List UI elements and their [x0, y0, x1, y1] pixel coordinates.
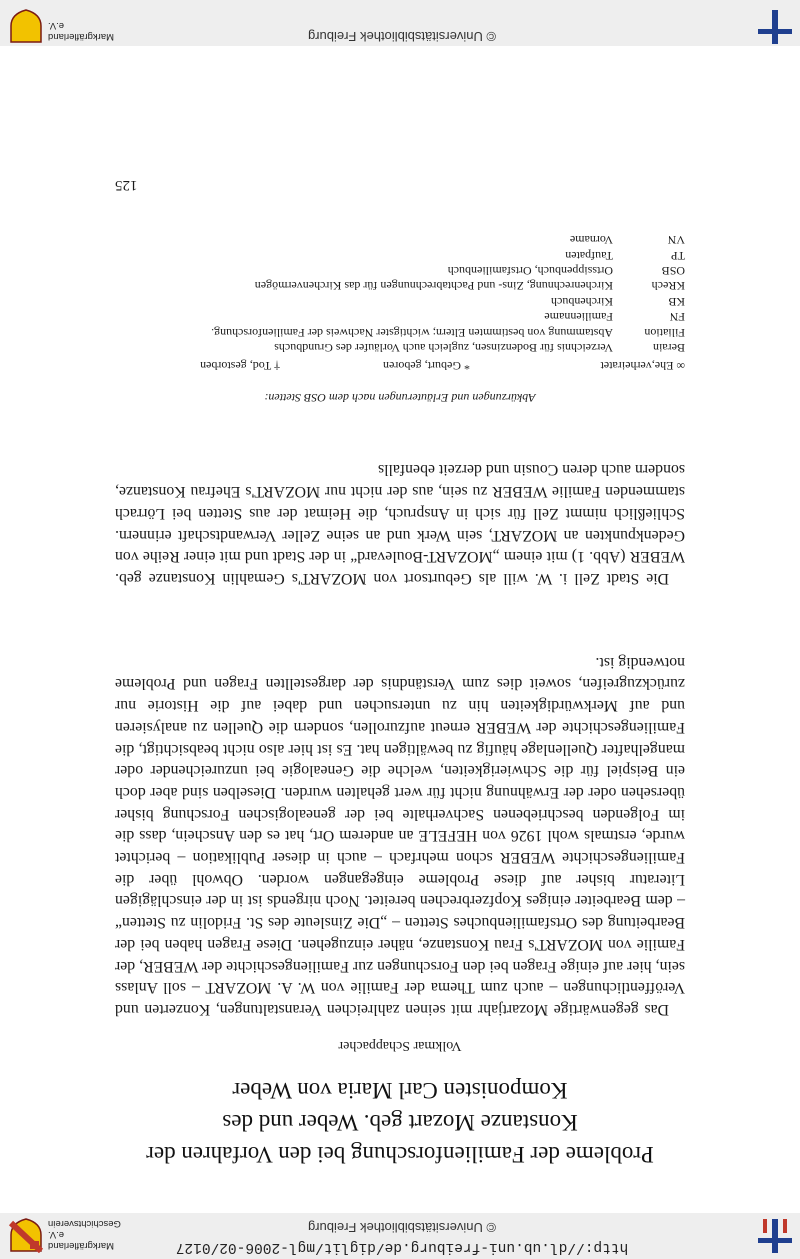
university-logo-icon	[758, 10, 792, 44]
abbreviation-value: Verzeichnis für Bodenzinsen, zugleich auch Vorläufer des Grundbuchs	[274, 341, 613, 355]
abbreviation-key: KB	[668, 294, 685, 309]
symbol-married: ∞ Ehe,verheiratet	[600, 359, 685, 373]
abbreviation-key: Berain	[653, 341, 685, 355]
author-name: Volkmar Schappacher	[338, 1038, 462, 1053]
abbreviation-value: Kirchenbuch	[551, 294, 613, 309]
abbreviation-key: OSB	[661, 264, 685, 279]
publisher-label: Markgräflerland e.V. Geschichtsverein	[48, 1218, 121, 1251]
page-number: 125	[115, 177, 138, 193]
title-line: Probleme der Familienforschung bei den Vorfahren der	[146, 1142, 654, 1167]
copyright-text: © Universitätsbibliothek Freiburg	[307, 29, 497, 44]
footer-band	[0, 0, 800, 46]
title-line: Komponisten Carl Maria von Weber	[232, 1078, 568, 1103]
symbol-born: * Geburt, geboren	[383, 359, 470, 373]
abbreviations-heading: Abkürzungen und Erläuterungen nach dem OSB Stetten:	[264, 391, 536, 405]
header-band	[0, 1213, 800, 1259]
abbreviation-key: KRech	[651, 279, 685, 294]
article-title	[115, 1074, 685, 1170]
document-url-link[interactable]: http://dl.ub.uni-freiburg.de/diglit/mgl-2006-02/0127	[175, 1239, 629, 1255]
abbreviation-value: Familienname	[544, 310, 613, 325]
abbreviation-key: TP	[670, 248, 685, 263]
symbol-died: † Tod, gestorben	[200, 359, 280, 373]
abbreviation-value: Vorname	[569, 233, 613, 248]
body-paragraph: Das gegenwärtige Mozartjahr mit seinen zahlreichen Veranstaltungen, Konzerten und Veröffentlichungen – auch zum Thema der Familie von W. A. MOZART – soll Anlass sein, hier auf einige Fragen bei den Forschungen zur Familiengeschichte der WEBER, der Familie von MOZART's Frau Konstanze, näher einzugehen. Diese Fragen haben bei der Bearbeitung des Ortsfamilienbuches Stetten – „Die Zinsleute des St. Fridolin zu Stetten“ – dem Bearbeiter einiges Kopfzerbrechen bereitet. Noch nirgends ist in der einschlägigen Literatur bisher auf diese Probleme eingegangen worden. Obwohl über die Familiengeschichte WEBER schon mehrfach – auch in dieser Publikation – berichtet wurde, erstmals wohl 1926 von HEFELE an anderem Ort, hat es den Anschein, dass die im Folgenden beschriebenen Sachverhalte bei der genealogischen Forschung bisher übersehen oder der Erwähnung nicht für wert gehalten wurden. Dieselben sind aber doch ein Beispiel für die Schwierigkeiten, welche die Genealogie bei unzureichender oder mangelhafter Quellenlage häufig zu bewältigen hat. Es ist hier also nicht beabsichtigt, die Familiengeschichte der WEBER erneut aufzurollen, sondern die Quellen zu analysieren und auf Merkwürdigkeiten hin zu untersuchen und dabei auf die Historie nur zurückzugreifen, soweit dies zum Verständnis der dargestellten Fragen und Probleme notwendig ist.	[115, 653, 685, 1018]
abbreviation-value: Kirchenrechnung, Zins- und Pachtabrechnungen für das Kirchenvermögen	[254, 279, 613, 294]
coat-of-arms-icon	[8, 1217, 44, 1253]
university-logo-icon	[758, 1219, 792, 1253]
copyright-text: © Universitätsbibliothek Freiburg	[307, 1220, 497, 1235]
abbreviation-value: Abstammung von bestimmten Eltern; wichtigster Nachweis der Familienforschung.	[211, 325, 613, 340]
publisher-label: Markgräflerland e.V.	[48, 20, 114, 42]
abbreviation-key: FN	[669, 310, 685, 325]
abbreviation-value: Taufpaten	[565, 248, 613, 263]
abbreviation-value: Ortssippenbuch, Ortsfamilienbuch	[447, 264, 613, 279]
abbreviation-key: VN	[667, 233, 685, 248]
body-paragraph: Die Stadt Zell i. W. will als Geburtsort von MOZART's Gemahlin Konstanze geb. WEBER (Abb. 1) mit einem „MOZART-Boulevard“ in der Stadt und mit einer Reihe von Gedenkpunkten an MOZART, sein Werk und an seine Zeller Verwandtschaft erinnern. Schließlich nimmt Zell für sich in Anspruch, die Heimat der aus Stetten bei Lörrach stammenden Familie WEBER zu sein, aus der nicht nur MOZART's Ehefrau Konstanze, sondern auch deren Cousin und derzeit ebenfalls	[115, 461, 685, 587]
symbol-legend	[115, 357, 685, 373]
abbreviation-key: Filiation	[644, 325, 685, 340]
title-line: Konstanze Mozart geb. Weber und des	[222, 1110, 578, 1135]
coat-of-arms-icon	[8, 8, 44, 44]
